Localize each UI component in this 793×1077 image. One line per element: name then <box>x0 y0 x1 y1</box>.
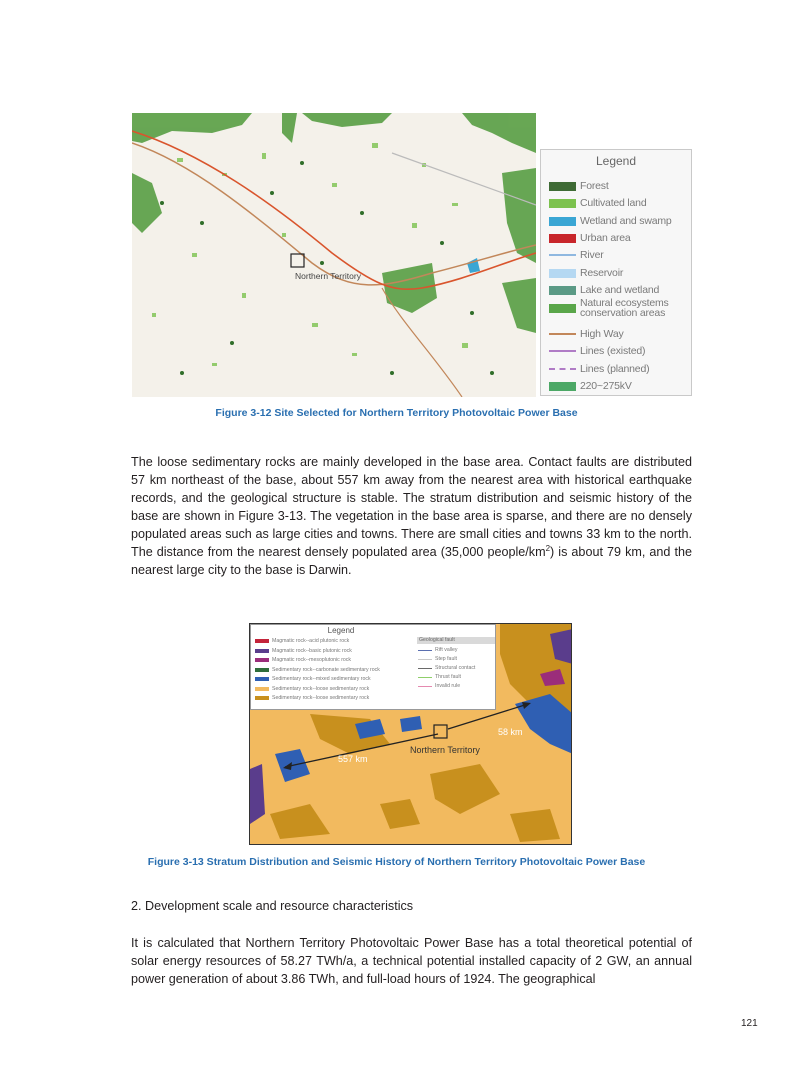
figure-3-13-legend <box>250 624 496 710</box>
section-heading: 2. Development scale and resource characteristics <box>131 899 414 913</box>
legend-item <box>549 196 646 210</box>
fault-line-swatch <box>418 677 432 678</box>
legend-item <box>549 327 624 341</box>
legend-item <box>549 179 609 193</box>
fault-legend-item <box>418 655 457 663</box>
figure-3-12-caption: Figure 3-12 Site Selected for Northern Territory Photovoltaic Power Base <box>215 407 578 419</box>
stratum-swatch <box>255 677 269 681</box>
fault-legend-item <box>418 673 461 681</box>
stratum-swatch <box>255 639 269 643</box>
legend-label: High Way <box>580 328 624 340</box>
stratum-legend-item <box>255 637 349 645</box>
stratum-label: Sedimentary rock--loose sedimentary rock <box>272 695 370 701</box>
legend-item <box>549 283 659 297</box>
legend-label: Lines (planned) <box>580 363 650 375</box>
legend-swatch <box>549 269 576 278</box>
stratum-legend-item <box>255 666 380 674</box>
stratum-label: Magmatic rock--basic plutonic rock <box>272 647 352 654</box>
figure-3-12-map <box>132 113 536 397</box>
site-map-graphic <box>132 113 536 397</box>
page-number: 121 <box>741 1018 758 1029</box>
legend-swatch <box>549 368 576 370</box>
legend-swatch <box>549 234 576 243</box>
stratum-swatch <box>255 668 269 672</box>
stratum-swatch <box>255 696 269 700</box>
legend-title: Legend <box>595 154 637 168</box>
stratum-label: Sedimentary rock--carbonate sedimentary rock <box>272 666 380 673</box>
legend-swatch <box>549 217 576 226</box>
stratum-swatch <box>255 658 269 662</box>
stratum-legend-item <box>255 656 351 664</box>
legend-item <box>549 266 623 280</box>
fault-label: Thrust fault <box>435 674 461 680</box>
fault-legend-title: Geological fault <box>419 637 455 643</box>
figure-3-12-legend <box>540 149 692 396</box>
legend-label: Wetland and swamp <box>580 215 672 227</box>
figure-3-13-map <box>249 623 572 845</box>
legend-label: Urban area <box>580 232 631 244</box>
legend-label: Forest <box>580 180 609 192</box>
stratum-legend-item <box>255 685 369 693</box>
paragraph-geology-end: ) is about 79 km, and the nearest large city to the base is Darwin. <box>131 545 692 577</box>
superscript-2: 2 <box>545 543 551 553</box>
fault-legend-item <box>418 682 460 690</box>
stratum-label: Magmatic rock--mesoplutonic rock <box>272 657 351 663</box>
legend-title-2: Legend <box>327 626 355 635</box>
stratum-legend-item <box>255 647 352 655</box>
legend-swatch <box>549 286 576 295</box>
legend-label: Reservoir <box>580 267 624 279</box>
fault-label: Rift valley <box>435 647 458 653</box>
legend-label: Lines (existed) <box>580 345 646 357</box>
stratum-legend-item <box>255 694 369 702</box>
legend-label: Natural ecosystems conservation areas <box>580 297 669 319</box>
paragraph-geology <box>131 453 692 579</box>
legend-item <box>549 362 649 376</box>
distance-557km: 557 km <box>338 754 368 764</box>
legend-swatch <box>549 182 576 191</box>
fault-label: Structural contact <box>435 665 476 671</box>
legend-swatch <box>549 304 576 313</box>
legend-item <box>549 248 604 262</box>
stratum-legend-item <box>255 675 371 683</box>
legend-swatch <box>549 333 576 335</box>
stratum-swatch <box>255 649 269 653</box>
fault-line-swatch <box>418 668 432 669</box>
legend-label: Cultivated land <box>580 197 647 209</box>
legend-label: River <box>580 249 604 261</box>
legend-swatch <box>549 199 576 208</box>
legend-label: Lake and wetland <box>580 284 660 296</box>
legend-item <box>549 231 631 245</box>
fault-legend-item <box>418 664 475 672</box>
fault-line-swatch <box>418 650 432 651</box>
fault-label: Step fault <box>435 656 457 662</box>
legend-swatch <box>549 254 576 256</box>
fault-legend-item <box>418 646 458 654</box>
legend-item <box>549 344 645 358</box>
stratum-label: Magmatic rock--acid plutonic rock <box>272 638 350 644</box>
stratum-label: Sedimentary rock--loose sedimentary rock <box>272 685 370 692</box>
paragraph-geology-text: The loose sedimentary rocks are mainly developed in the base area. Contact faults are distributed 57 km northeast of the base, about 557 km away from the nearest area with historical earthquake records, and the geological structure is stable. The stratum distribution and seismic history of the base are shown in Figure 3-13. The vegetation in the base area is sparse, and there are no densely populated areas such as large cities and towns. There are small cities and towns 33 km to the north. The distance from the nearest densely populated area (35,000 people/km <box>131 455 692 559</box>
figure-3-13-caption: Figure 3-13 Stratum Distribution and Seismic History of Northern Territory Photovoltaic Power Base <box>147 856 646 868</box>
legend-item <box>549 379 632 393</box>
stratum-label: Sedimentary rock--mixed sedimentary rock <box>272 676 371 682</box>
fault-line-swatch <box>418 659 432 660</box>
legend-item <box>549 214 672 228</box>
legend-label: 220~275kV <box>580 380 632 392</box>
map-label-northern-territory-2: Northern Territory <box>410 745 480 755</box>
legend-swatch <box>549 382 576 391</box>
legend-item <box>549 297 690 319</box>
map-label-northern-territory: Northern Territory <box>295 271 361 281</box>
stratum-swatch <box>255 687 269 691</box>
paragraph-resources: It is calculated that Northern Territory Photovoltaic Power Base has a total theoretical potential of solar energy resources of 58.27 TWh/a, a technical potential installed capacity of 2 GW, an annual power generation of about 3.86 TWh, and full-load hours of 1924. The geographical <box>131 936 692 986</box>
fault-line-swatch <box>418 686 432 687</box>
fault-label: Invalid rule <box>435 683 461 689</box>
distance-58km: 58 km <box>498 727 523 737</box>
legend-swatch <box>549 350 576 352</box>
